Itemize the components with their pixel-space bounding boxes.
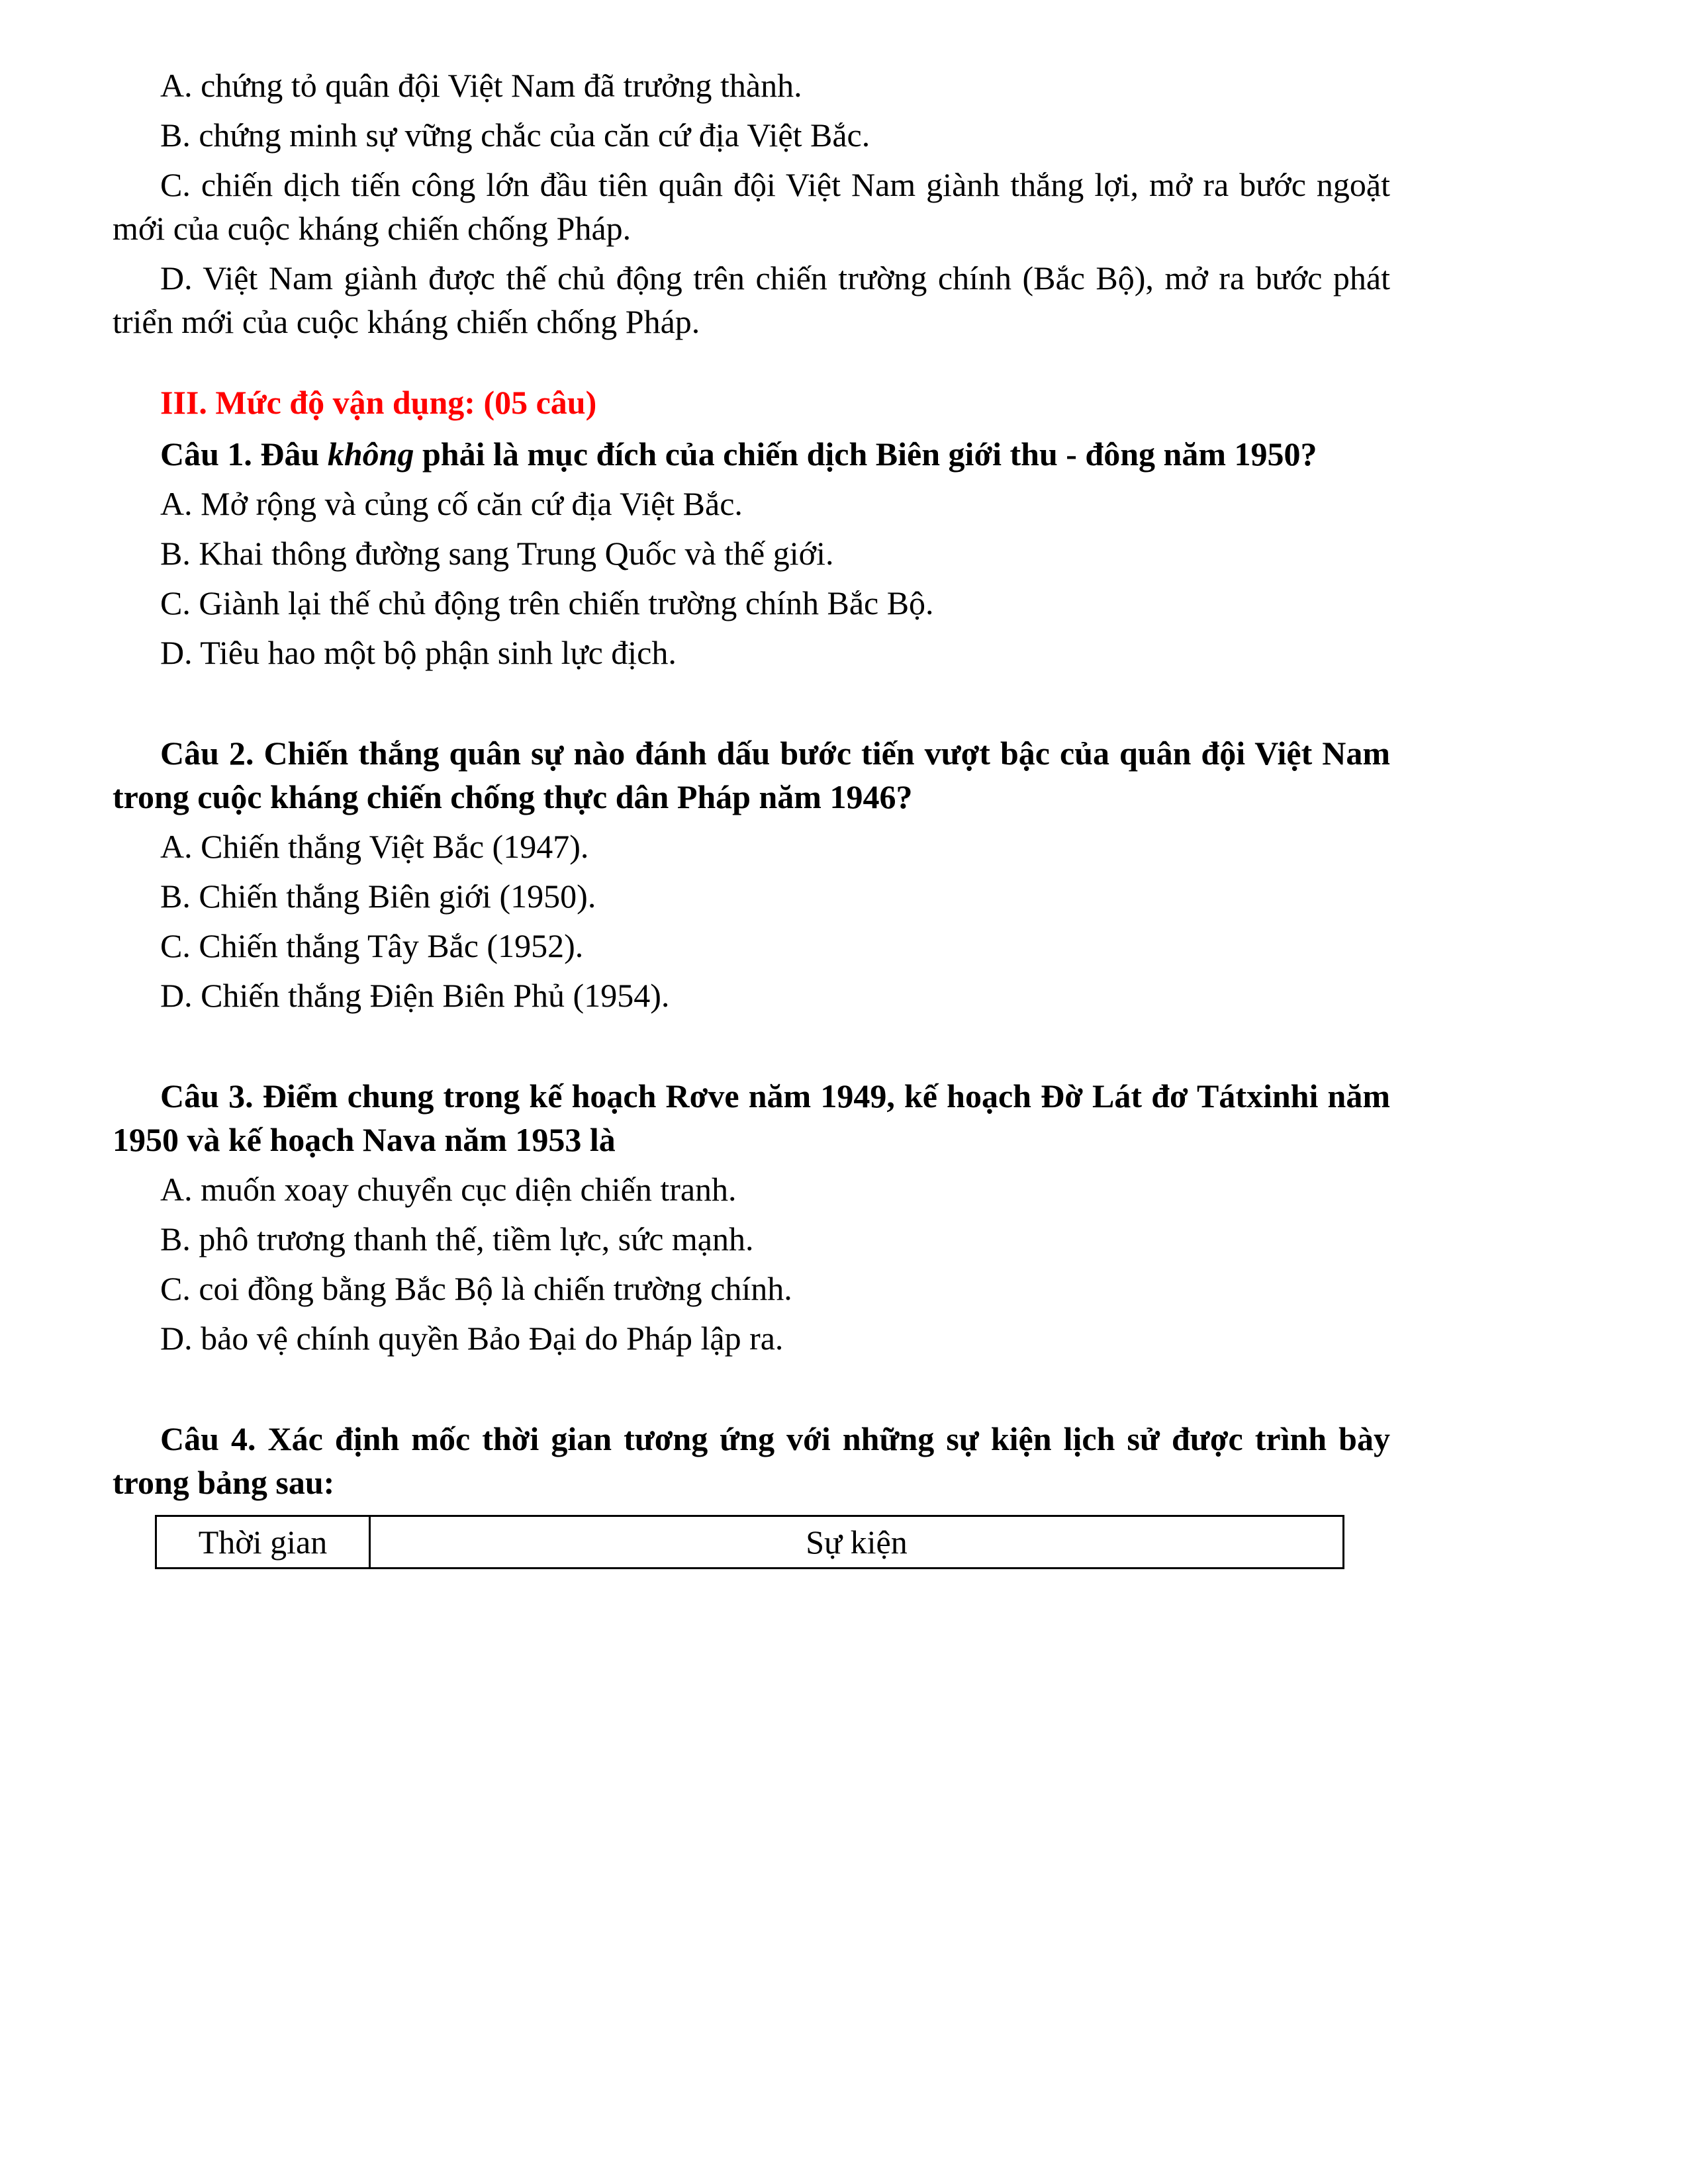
table-header-event: Sự kiện (370, 1516, 1344, 1569)
question-4-number: Câu 4 (160, 1420, 248, 1457)
answer-option-a: A. chứng tỏ quân đội Việt Nam đã trưởng thành. (160, 67, 802, 104)
question-3-option-a: A. muốn xoay chuyển cục diện chiến tranh. (160, 1171, 737, 1208)
answer-option-c: C. chiến dịch tiến công lớn đầu tiên quân đội Việt Nam giành thắng lợi, mở ra bước ngoặt mới của cuộc kháng chiến chống Pháp. (113, 166, 1390, 247)
question-4-stem (113, 1417, 1390, 1504)
question-2-stem-text: . Chiến thắng quân sự nào đánh dấu bước tiến vượt bậc của quân đội Việt Nam trong cuộc kháng chiến chống thực dân Pháp năm 1946? (113, 735, 1391, 815)
question-1-stem-italic: không (327, 435, 414, 473)
question-2-option-c: C. Chiến thắng Tây Bắc (1952). (160, 927, 584, 964)
question-2-option-b: B. Chiến thắng Biên giới (1950). (160, 878, 596, 915)
question-3-stem (113, 1074, 1390, 1161)
table-header-time: Thời gian (156, 1516, 370, 1569)
table-header-row (156, 1516, 1344, 1569)
question-4-stem-text: . Xác định mốc thời gian tương ứng với những sự kiện lịch sử được trình bày trong bảng sau: (113, 1420, 1390, 1501)
question-3-option-b: B. phô trương thanh thế, tiềm lực, sức mạnh. (160, 1220, 754, 1257)
question-4-table (155, 1515, 1344, 1569)
question-3-option-d: D. bảo vệ chính quyền Bảo Đại do Pháp lập ra. (160, 1320, 784, 1357)
question-2-stem (113, 731, 1390, 819)
question-1-number: Câu 1 (160, 435, 244, 473)
question-2-option-d: D. Chiến thắng Điện Biên Phủ (1954). (160, 977, 670, 1014)
question-1-option-a: A. Mở rộng và củng cố căn cứ địa Việt Bắc. (160, 485, 743, 522)
question-1-stem-pre: . Đâu (244, 435, 328, 473)
question-2-number: Câu 2 (160, 735, 246, 772)
question-3-number: Câu 3 (160, 1077, 246, 1115)
answer-option-b: B. chứng minh sự vững chắc của căn cứ địa Việt Bắc. (160, 116, 870, 154)
question-1-option-c: C. Giành lại thế chủ động trên chiến trường chính Bắc Bộ. (160, 584, 934, 621)
question-1-option-d: D. Tiêu hao một bộ phận sinh lực địch. (160, 634, 677, 671)
question-1-option-b: B. Khai thông đường sang Trung Quốc và thế giới. (160, 535, 834, 572)
question-3-option-c: C. coi đồng bằng Bắc Bộ là chiến trường chính. (160, 1270, 792, 1307)
answer-option-d: D. Việt Nam giành được thế chủ động trên chiến trường chính (Bắc Bộ), mở ra bước phát triển mới của cuộc kháng chiến chống Pháp. (113, 259, 1390, 340)
question-3-stem-text: . Điểm chung trong kế hoạch Rơve năm 1949, kế hoạch Đờ Lát đơ Tátxinhi năm 1950 và kế hoạch Nava năm 1953 là (113, 1077, 1390, 1158)
question-1-stem (113, 432, 1390, 476)
question-1-stem-post: phải là mục đích của chiến dịch Biên giới thu - đông năm 1950? (414, 435, 1317, 473)
section-heading: III. Mức độ vận dụng: (05 câu) (160, 384, 597, 421)
question-2-option-a: A. Chiến thắng Việt Bắc (1947). (160, 828, 589, 865)
